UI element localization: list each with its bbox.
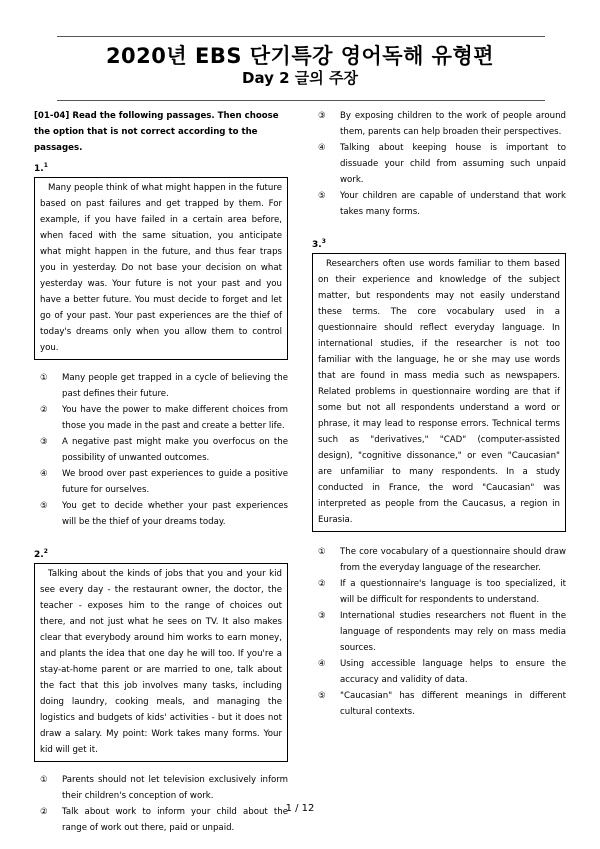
option-item: ⑤ Your children are capable of understand that work takes many forms. — [318, 191, 566, 217]
question-3-number: 3.$^3$ — [312, 238, 326, 250]
option-item: ④ We brood over past experiences to guide a positive future for ourselves. — [40, 469, 288, 495]
question-1-number: 1.$^1$ — [34, 162, 48, 174]
option-item: ④ Using accessible language helps to ensure the accuracy and validity of data. — [318, 659, 566, 685]
top-rule — [57, 36, 545, 37]
option-item: ① Many people get trapped in a cycle of believing the past defines their future. — [40, 373, 288, 399]
question-1-options — [34, 370, 288, 530]
option-item: ② You have the power to make different choices from those you made in the past and create a better life. — [40, 405, 288, 431]
option-item: ⑤ You get to decide whether your past experiences will be the thief of your dreams today. — [40, 501, 288, 527]
instructions: [01-04] Read the following passages. Then choose the option that is not correct according to the passages. — [34, 111, 279, 153]
option-item: ③ A negative past might make you overfocus on the possibility of unwanted outcomes. — [40, 437, 288, 463]
option-item: ④ Talking about keeping house is important to dissuade your child from assuming such unpaid work. — [318, 143, 566, 185]
option-item: ① Parents should not let television exclusively inform their children's conception of work. — [40, 775, 288, 801]
option-item: ③ International studies researchers not fluent in the language of respondents may rely on mass media sources. — [318, 611, 566, 653]
option-item: ① The core vocabulary of a questionnaire should draw from the everyday language of the researcher. — [318, 547, 566, 573]
left-column — [34, 108, 288, 836]
question-3-passage: Researchers often use words familiar to them based on their experience and knowledge of the subject matter, but respondents may not easily understand these terms. The core vocabulary used in a questionnaire should reflect everyday language. In international studies, if the researcher is not too familiar with the language, he or she may use words that are found in mass media such as newspapers. Related problems in questionnaire wording are that if some but not all respondents understand a word or phrase, it may lead to response errors. Technical terms such as "derivatives," "CAD" (computer-assisted design), "cognitive dissonance," or even "Caucasian" are unfamiliar to many respondents. In a study conducted in France, the word "Caucasian" was interpreted as people from the Caucasus, a region in Eurasia. — [312, 253, 566, 532]
question-2-number: 2.$^2$ — [34, 548, 48, 560]
page-number: 1 / 12 — [285, 803, 315, 814]
option-item: ③ By exposing children to the work of people around them, parents can help broaden their perspectives. — [318, 111, 566, 137]
header-rule — [57, 100, 545, 101]
option-item: ② If a questionnaire's language is too specialized, it will be difficult for respondents to understand. — [318, 579, 566, 605]
page-subtitle: Day 2 글의 주장 — [242, 69, 358, 87]
question-1-passage: Many people think of what might happen in the future based on past failures and get trapped by them. For example, if you have failed in a certain area before, when faced with the same situation, you anticipate what might happen in the future, and thus fear traps you in yesterday. Do not base your decision on what yesterday was. Your future is not your past and you have a better future. You must decide to forget and let go of your past. Your past experiences are the thief of today's dreams only when you allow them to control you. — [34, 177, 288, 360]
right-column — [312, 108, 566, 720]
question-2-options-cont — [312, 108, 566, 220]
question-3-options — [312, 544, 566, 720]
page-title: 2020년 EBS 단기특강 영어독해 유형편 — [105, 44, 495, 68]
option-item: ② Talk about work to inform your child about the range of work out there, paid or unpaid. — [40, 807, 288, 833]
option-item: ⑤ "Caucasian" has different meanings in different cultural contexts. — [318, 691, 566, 717]
question-2-passage: Talking about the kinds of jobs that you and your kid see every day - the restaurant owner, the doctor, the teacher - exposes him to the range of choices out there, and not just what he sees on TV. It also makes clear that everybody around him works to earn money, and plants the idea that one day he will too. If you're a stay-at-home parent or are married to one, talk about the fact that this job involves many tasks, including doing laundry, cooking meals, and managing the logistics and budgets of kids' activities - but it does not draw a salary. My point: Work takes many forms. Your kid will get it. — [34, 563, 288, 762]
